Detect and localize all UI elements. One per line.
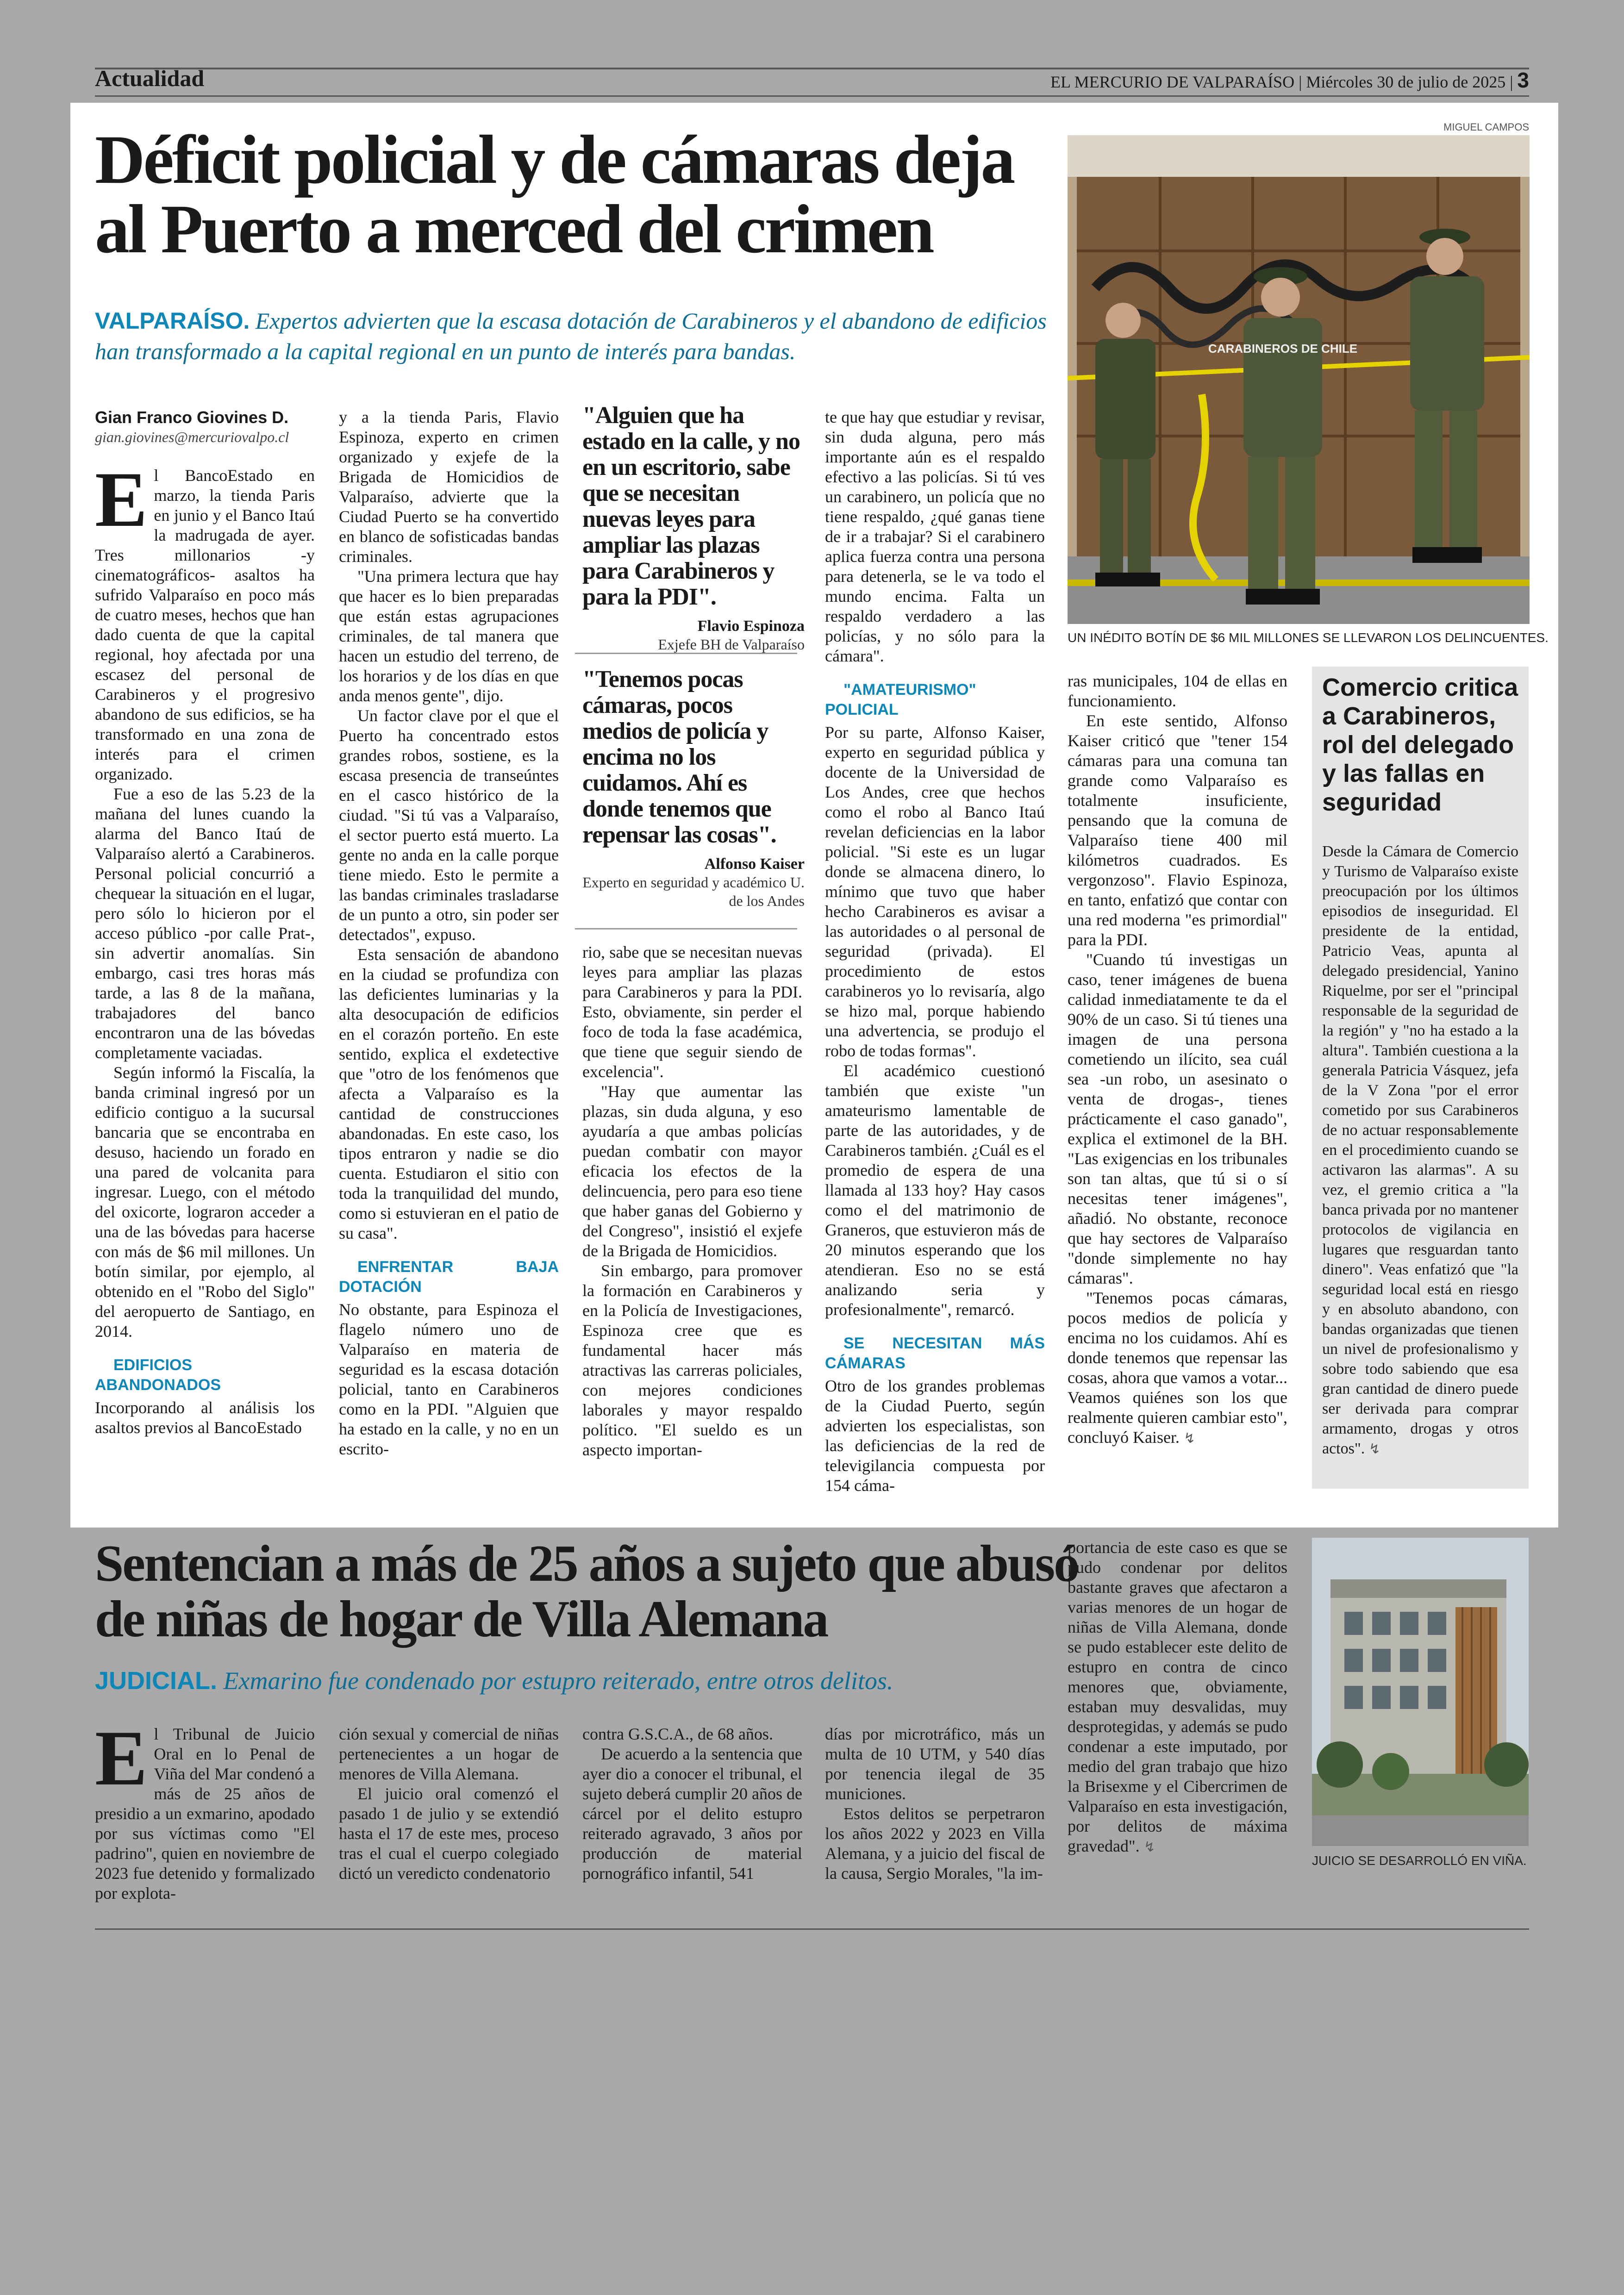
paragraph: No obstante, para Espinoza el flagelo número uno de Valparaíso en materia de seguridad es la escasa dotación policial, tanto en Carabineros como en la PDI. "Alguien que ha estado en la calle, y no en un escrito-	[339, 1300, 559, 1458]
article-column-4	[825, 407, 1045, 1496]
paragraph: te que hay que estudiar y revisar, sin duda alguna, pero más importante aún es el respaldo efectivo a las policías. Si tú ves un carabinero, un policía que no tiene respaldo, ¿qué ganas tiene de ir a trabajar? Si el carabinero aplica fuerza contra una persona para detenerla, se le va todo el mundo encima. Falta un respaldo verdadero a las policías, y no sólo para la cámara".	[825, 408, 1045, 665]
page-number: 3	[1517, 68, 1529, 92]
courthouse-caption: JUICIO SE DESARROLLÓ EN VIÑA.	[1312, 1853, 1527, 1868]
pull-quote-role: Experto en seguridad y académico U. de los Andes	[582, 874, 805, 909]
article-column-1	[95, 407, 315, 1438]
paragraph: "Una primera lectura que hay que hacer es lo bien preparadas que están estas agrupaciones criminales, de tal manera que hacen un estudio del terreno, de los horarios y de los días en que anda menos gente", dijo.	[339, 567, 559, 705]
paragraph: Por su parte, Alfonso Kaiser, experto en seguridad pública y docente de la Universidad de Los Andes, cree que hechos como el robo al Banco Itaú revelan deficiencias en la labor policial. "Si este es un lugar donde se almacena dinero, lo mínimo que tuvo que haber hecho Carabineros es avisar a las autoridades o al personal de seguridad (privada). El procedimiento de estos carabineros yo lo revisaría, algo se hizo mal, porque habiendo una advertencia, se produjo el robo de todas formas".	[825, 723, 1045, 1060]
subhead-dotacion: ENFRENTAR BAJA DOTACIÓN	[339, 1258, 559, 1296]
deck-tag: JUDICIAL.	[95, 1667, 218, 1695]
article-headline: Déficit policial y de cámaras deja al Puerto a merced del crimen	[95, 121, 1014, 268]
end-mark-icon: ↯	[1368, 1441, 1380, 1457]
paragraph: Esta sensación de abandono en la ciudad se profundiza con las deficientes luminarias y la alta desocupación de edificios en el corazón porteño. En este sentido, explica el exdetective que "otro de los fenómenos que afecta a Valparaíso es la cantidad de construcciones abandonadas. En este caso, los tipos entraron y nadie se dio cuenta. Estudiaron el sitio con toda la tranquilidad del mundo, como si estuvieran en el patio de su casa".	[339, 945, 559, 1242]
pull-quote-text: "Alguien que ha estado en la calle, y no en un escritorio, sabe que se necesitan nuevas leyes para ampliar las plazas para Carabineros y para la PDI".	[582, 402, 800, 610]
pull-quote-author: Flavio Espinoza	[697, 617, 805, 635]
bottom-rule	[95, 1928, 1529, 1930]
deck-text: Expertos advierten que la escasa dotación de Carabineros y el abandono de edificios han transformado a la capital regional en un punto de interés para bandas.	[95, 308, 1047, 364]
masthead-text: EL MERCURIO DE VALPARAÍSO | Miércoles 30 de julio de 2025 |	[1050, 73, 1513, 91]
paragraph: Un factor clave por el que el Puerto ha concentrado estos grandes robos, sostiene, es la escasa presencia de transeúntes en el casco histórico de la ciudad. "Si tú vas a Valparaíso, el sector puerto está muerto. La gente no anda en la calle porque tiene miedo. Esto le permite a las bandas criminales trasladarse de un punto a otro, sin poder ser detectados", expuso.	[339, 706, 559, 944]
paragraph: "Tenemos pocas cámaras, pocos medios de policía y encima no los cuidamos. Ahí es donde tenemos que repensar las cosas, ahora que vamos a votar... Veamos quiénes son los que realmente quieren cambiar esto", concluyó Kaiser. ↯	[1068, 1289, 1287, 1447]
article2-column-4	[825, 1724, 1045, 1883]
paragraph: El Tribunal de Juicio Oral en lo Penal de Viña del Mar condenó a más de 25 años de presidio a un exmarino, apodado por sus víctimas como "El padrino", quien en noviembre de 2023 fue detenido y formalizado por explota-	[95, 1715, 315, 1902]
pull-quote-role: Exjefe BH de Valparaíso	[658, 636, 805, 653]
pull-quote-divider	[575, 928, 797, 929]
sidebar-body: Desde la Cámara de Comercio y Turismo de Valparaíso existe preocupación por los últimos episodios de inseguridad. El presidente de la entidad, Patricio Veas, apunta al delegado presidencial, Yanino Riquelme, por ser el "principal responsable de la seguridad de la región" y "no ha estado a la altura". También cuestiona a la generala Patricia Vásquez, jefa de la V Zona "por el error cometido por sus Carabineros de no actuar responsablemente en el procedimiento cuando se activaron las alarmas". A su vez, el gremio critica a "la banca privada por no mantener protocolos de vigilancia en lugares que resguardan tanto dinero". Veas enfatizó que "la seguridad local está en riesgo y en absoluto abandono, con bandas organizadas que tienen un nivel de profesionalismo y sobre todo sabiendo que esa gran cantidad de dinero puede ser derivada para comprar armamento, drogas y otros actos". ↯	[1322, 843, 1518, 1457]
article-column-3	[582, 942, 802, 1460]
end-mark-icon: ↯	[1183, 1431, 1196, 1446]
paragraph: portancia de este caso es que se pudo condenar por delitos bastante graves que afectaron a varias menores de un hogar de niñas de Villa Alemana, donde se pudo establecer este delito de estupro en contra de cinco menores que, obviamente, estaban muy desvalidas, muy desprotegidas, y además se pudo condenar a este imputado, por medio del gran trabajo que hizo la Brisexme y el Cibercrimen de Valparaíso en esta investigación, por delitos de máxima gravedad". ↯	[1068, 1538, 1287, 1855]
paragraph: contra G.S.C.A., de 68 años.	[582, 1725, 773, 1743]
paragraph: "Hay que aumentar las plazas, sin duda alguna, y eso ayudaría a que ambas policías puedan combatir con mayor eficacia los efectos de la delincuencia, pero para eso tiene que haber ganas del Gobierno y del Congreso", insistió el exjefe de la Brigada de Homicidios.	[582, 1082, 802, 1260]
officer-left	[1095, 303, 1160, 586]
courthouse-photo	[1312, 1538, 1529, 1846]
masthead	[1050, 68, 1529, 93]
pull-quote-2	[582, 667, 805, 910]
sidebar-title: Comercio critica a Carabineros, rol del delegado y las fallas en seguridad	[1322, 674, 1518, 816]
paragraph: Según informó la Fiscalía, la banda criminal ingresó por un edificio contiguo a la sucursal bancaria que se encontraba en desuso, haciendo un forado en una pared de volcanita para ingresar. Luego, con el método del oxicorte, lograron acceder a una de las bóvedas para hacerse con más de $6 mil millones. Un botín similar, por ejemplo, al obtenido en el "Robo del Siglo" del aeropuerto de Santiago, en 2014.	[95, 1063, 315, 1341]
paragraph: El académico cuestionó también que existe "un amateurismo lamentable de parte de las autoridades, y de Carabineros también. ¿Cuál es el promedio de espera de una llamada al 133 hoy? Hay casos como el del matrimonio de Graneros, que estuvieron más de 20 minutos esperando que los atendieran. Eso no se está analizando seria y profesionalmente", remarcó.	[825, 1061, 1045, 1319]
article2-column-3	[582, 1724, 802, 1883]
paragraph: ras municipales, 104 de ellas en funcionamiento.	[1068, 672, 1287, 710]
deck-text: Exmarino fue condenado por estupro reiterado, entre otros delitos.	[223, 1667, 893, 1695]
paragraph: Sin embargo, para promover la formación en Carabineros y en la Policía de Investigaciones, Espinoza cree que es fundamental hacer más atractivas las carreras policiales, con mejores condiciones laborales y mayor respaldo político. "El sueldo es un aspecto importan-	[582, 1261, 802, 1459]
photo-caption: UN INÉDITO BOTÍN DE $6 MIL MILLONES SE LLEVARON LOS DELINCUENTES.	[1068, 630, 1549, 645]
paragraph: rio, sabe que se necesitan nuevas leyes para ampliar las plazas para Carabineros y para la PDI. Esto, obviamente, sin perder el foco de toda la fase académica, que tiene que seguir siendo de excelencia".	[582, 943, 802, 1081]
article2-column-5	[1068, 1538, 1287, 1857]
paragraph: "Cuando tú investigas un caso, tener imágenes de buena calidad inmediatamente te da el 90% de un caso. Si tú tienes una imagen de una persona cometiendo un ilícito, sea cuál sea -un robo, un asesinato o venta de drogas-, tienes prácticamente el caso ganado", explica el extimonel de la BH. "Las exigencias en los tribunales son tan altas, que tú si o sí necesitas tener imágenes", añadió. No obstante, reconoce que hay sectores de Valparaíso "donde simplemente no hay cámaras".	[1068, 950, 1287, 1287]
police-photo	[1068, 135, 1530, 624]
header-bottom-rule	[95, 95, 1529, 97]
subhead-edificios: EDIFICIOS ABANDONADOS	[95, 1356, 221, 1394]
sidebar-box	[1312, 667, 1529, 1489]
courthouse-illustration	[1312, 1538, 1529, 1846]
article-deck	[95, 306, 1076, 367]
police-photo-illustration	[1068, 135, 1530, 624]
byline-name: Gian Franco Giovines D.	[95, 408, 289, 427]
paragraph: Incorporando al análisis los asaltos previos al BancoEstado	[95, 1398, 315, 1437]
vest-text: CARABINEROS DE CHILE	[1208, 342, 1358, 355]
pull-quote-divider	[575, 653, 797, 654]
article2-deck	[95, 1666, 1076, 1695]
subhead-camaras: SE NECESITAN MÁS CÁMARAS	[825, 1335, 1045, 1372]
paragraph: En este sentido, Alfonso Kaiser criticó que "tener 154 cámaras para una comuna tan grande como Valparaíso es totalmente insuficiente, pensando que la comuna de Valparaíso tiene 400 mil kilómetros cuadrados. Es vergonzoso". Flavio Espinoza, en tanto, enfatizó que contar con una red moderna "es primordial" para la PDI.	[1068, 711, 1287, 949]
article-column-2	[339, 407, 559, 1459]
pull-quote-author: Alfonso Kaiser	[704, 855, 805, 873]
article2-column-2	[339, 1724, 559, 1883]
section-label: Actualidad	[95, 65, 205, 91]
article2-column-1	[95, 1715, 315, 1903]
paragraph: y a la tienda Paris, Flavio Espinoza, experto en crimen organizado y exjefe de la Brigada de Homicidios de Valparaíso, advierte que la Ciudad Puerto se ha convertido en blanco de sofisticadas bandas criminales.	[339, 408, 559, 566]
paragraph: El BancoEstado en marzo, la tienda Paris en junio y el Banco Itaú la madrugada de ayer. Tres millonarios -y cinematográficos- asaltos ha sufrido Valparaíso en poco más de cuatro meses, hechos que han dado cuenta de que la capital regional, hoy afectada por una escasez del personal de Carabineros y el progresivo abandono de sus edificios, se ha transformado en una zona de interés para el crimen organizado.	[95, 456, 315, 783]
deck-tag: VALPARAÍSO.	[95, 308, 250, 334]
paragraph: Estos delitos se perpetraron los años 2022 y 2023 en Villa Alemana, y a juicio del fiscal de la causa, Sergio Morales, "la im-	[825, 1804, 1045, 1883]
paragraph: Fue a eso de las 5.23 de la mañana del lunes cuando la alarma del Banco Itaú de Valparaíso alertó a Carabineros. Personal policial concurrió a chequear la situación en el lugar, pero sólo lo hicieron por el acceso público -por calle Prat-, sin advertir anomalías. Sin embargo, casi tres horas más tarde, a las 8 de la mañana, trabajadores del banco encontraron una de las bóvedas completamente vaciadas.	[95, 785, 315, 1062]
drop-cap: E	[95, 1715, 148, 1802]
paragraph: Otro de los grandes problemas de la Ciudad Puerto, según advierten los especialistas, son las deficiencias de la red de televigilancia compuesta por 154 cáma-	[825, 1377, 1045, 1495]
article2-headline: Sentencian a más de 25 años a sujeto que abusó de niñas de hogar de Villa Alemana	[95, 1535, 1079, 1648]
drop-cap: E	[95, 456, 148, 543]
paragraph: El juicio oral comenzó el pasado 1 de julio y se extendió hasta el 17 de este mes, proceso tras el cual el cuerpo colegiado dictó un veredicto condenatorio	[339, 1784, 559, 1883]
paragraph: ción sexual y comercial de niñas pertenecientes a un hogar de menores de Villa Alemana.	[339, 1725, 559, 1783]
end-mark-icon: ↯	[1143, 1840, 1156, 1855]
pull-quote-1	[582, 403, 805, 654]
subhead-amateurismo: "AMATEURISMO" POLICIAL	[825, 681, 976, 718]
byline-email: gian.giovines@mercuriovalpo.cl	[95, 429, 289, 445]
pull-quote-text: "Tenemos pocas cámaras, pocos medios de policía y encima no los cuidamos. Ahí es donde tenemos que repensar las cosas".	[582, 666, 776, 848]
paragraph: días por microtráfico, más un multa de 10 UTM, y 540 días por tenencia ilegal de 35 municiones.	[825, 1725, 1045, 1803]
paragraph: De acuerdo a la sentencia que ayer dio a conocer el tribunal, el sujeto deberá cumplir 20 años de cárcel por el delito estupro reiterado agravado, 3 años por producción de material pornográfico infantil, 541	[582, 1745, 802, 1883]
article-column-5	[1068, 671, 1287, 1448]
photo-credit: MIGUEL CAMPOS	[1443, 121, 1529, 133]
